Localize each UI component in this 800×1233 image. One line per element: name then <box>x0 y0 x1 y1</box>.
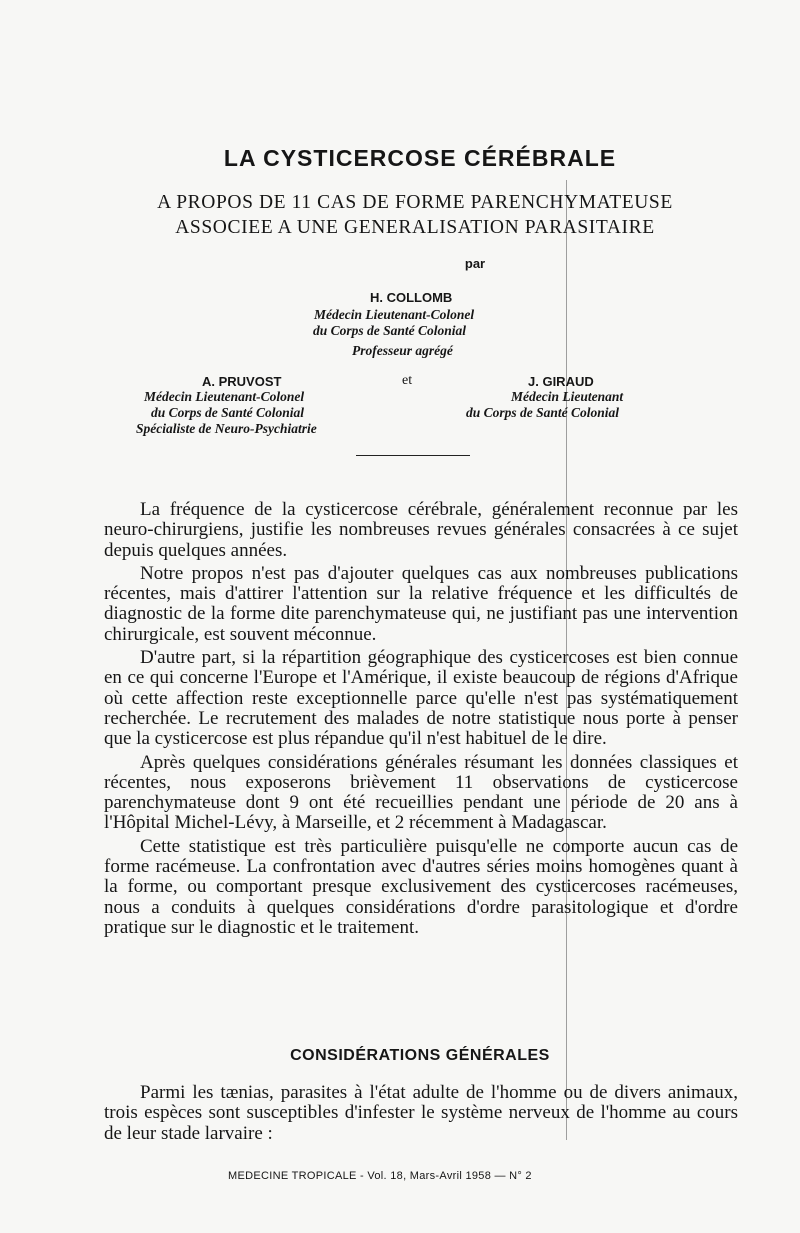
separator-rule <box>356 455 470 456</box>
paragraph-2: Notre propos n'est pas d'ajouter quelques cas aux nombreuses publications récentes, mais d'attirer l'attention sur la relative fréquence et les difficultés de diagnostic de la forme dite parenchymateuse qui, ne justifiant pas une intervention chirurgicale, est souvent méconnue. <box>104 562 738 645</box>
article-subtitle-line-1: A PROPOS DE 11 CAS DE FORME PARENCHYMATEUSE <box>157 192 673 213</box>
author-pruvost-rank: Médecin Lieutenant-Colonel <box>144 389 305 404</box>
author-collomb-rank: Médecin Lieutenant-Colonel <box>314 307 475 322</box>
author-giraud-corps: du Corps de Santé Colonial <box>466 405 620 420</box>
author-giraud-name: J. GIRAUD <box>528 374 594 389</box>
paragraph-1: La fréquence de la cysticercose cérébrale, généralement reconnue par les neuro-chirurgiens, justifie les nombreuses revues générales consacrées à ce sujet depuis quelques années. <box>104 499 738 561</box>
article-subtitle-line-2: ASSOCIEE A UNE GENERALISATION PARASITAIRE <box>175 217 655 238</box>
journal-footer: MEDECINE TROPICALE - Vol. 18, Mars-Avril 1958 — N° 2 <box>228 1170 532 1182</box>
author-giraud-rank: Médecin Lieutenant <box>511 389 624 404</box>
section-text <box>104 1083 738 1144</box>
author-collomb-title: Professeur agrégé <box>352 343 453 358</box>
author-collomb-corps: du Corps de Santé Colonial <box>313 323 467 338</box>
author-collomb-name: H. COLLOMB <box>370 290 453 305</box>
section-paragraph: Parmi les tænias, parasites à l'état adulte de l'homme ou de divers animaux, trois espèces sont susceptibles d'infester le système nerveux de l'homme au cours de leur stade larvaire : <box>104 1082 738 1144</box>
section-heading: CONSIDÉRATIONS GÉNÉRALES <box>290 1047 550 1064</box>
paragraph-3: D'autre part, si la répartition géographique des cysticercoses est bien connue en ce qui concerne l'Europe et l'Amérique, il existe beaucoup de régions d'Afrique où cette affection reste exceptionnelle parce qu'elle n'est pas systématiquement recherchée. Le recrutement des malades de notre statistique nous porte à penser que la cysticercose est plus répandue qu'il n'est habituel de le dire. <box>104 647 738 750</box>
author-pruvost-corps: du Corps de Santé Colonial <box>151 405 305 420</box>
byline-par: par <box>464 256 486 271</box>
paragraph-5: Cette statistique est très particulière puisqu'elle ne comporte aucun cas de forme racémeuse. La confrontation avec d'autres séries moins homogènes quant à la forme, ou comportant presque exclusivement des cysticercoses racémeuses, nous a conduits à quelques considérations d'ordre parasitologique et d'ordre pratique sur le diagnostic et le traitement. <box>104 835 738 938</box>
author-pruvost-name: A. PRUVOST <box>202 374 282 389</box>
author-pruvost-specialty: Spécialiste de Neuro-Psychiatrie <box>136 421 317 436</box>
paragraph-4: Après quelques considérations générales résumant les données classiques et récentes, nous exposerons brièvement 11 observations de cysticercose parenchymateuse dont 9 ont été recueillies pendant une période de 20 ans à l'Hôpital Michel-Lévy, à Marseille, et 2 récemment à Madagascar. <box>104 751 738 834</box>
introduction-text <box>104 500 738 938</box>
author-conjunction: et <box>402 373 413 388</box>
article-title: LA CYSTICERCOSE CÉRÉBRALE <box>223 145 617 171</box>
